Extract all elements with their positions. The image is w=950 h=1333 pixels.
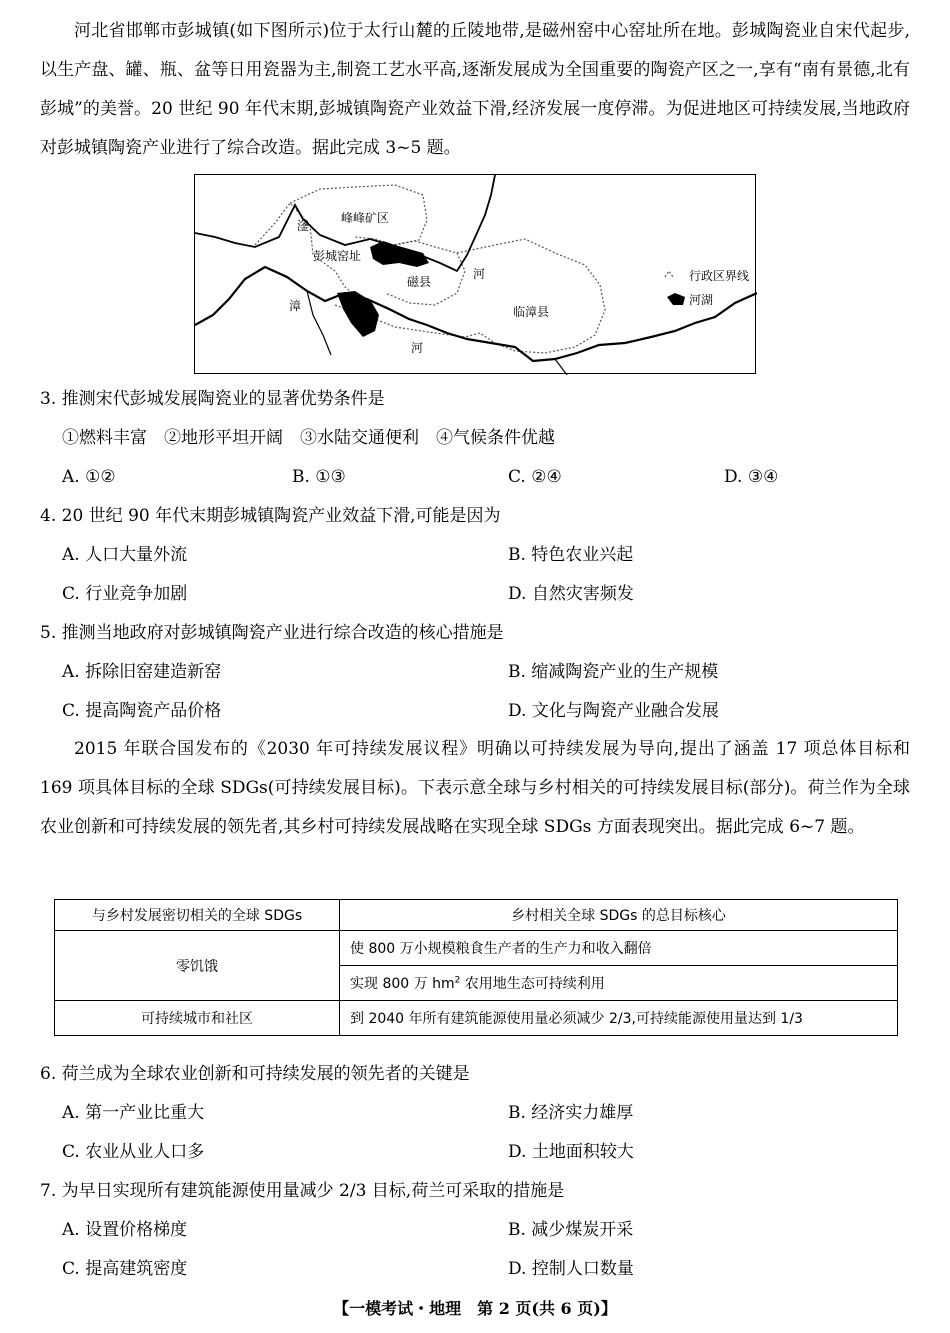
pengcheng-map — [194, 174, 756, 374]
question-5-option-b[interactable]: B. 缩减陶瓷产业的生产规模 — [508, 662, 719, 682]
question-4-option-b[interactable]: B. 特色农业兴起 — [508, 545, 634, 565]
map-label-he-2: 河 — [411, 341, 424, 355]
table-row — [55, 1001, 898, 1036]
table-cell-cities: 可持续城市和社区 — [55, 1001, 340, 1036]
question-3-option-c[interactable]: C. ②④ — [508, 467, 562, 487]
question-3-option-a[interactable]: A. ①② — [62, 467, 116, 487]
boundary-linzhang — [457, 239, 605, 353]
question-3-stem: 3. 推测宋代彭城发展陶瓷业的显著优势条件是 — [40, 389, 385, 409]
pengcheng-kiln-dot — [373, 252, 379, 258]
question-7-option-d[interactable]: D. 控制人口数量 — [508, 1259, 634, 1279]
table-header-row — [55, 900, 898, 931]
question-6-option-b[interactable]: B. 经济实力雄厚 — [508, 1103, 634, 1123]
intro-paragraph-sdgs: 2015 年联合国发布的《2030 年可持续发展议程》明确以可持续发展为导向,提出了涵盖 17 项总体目标和 169 项具体目标的全球 SDGs(可持续发展目标)。下表示意全球与乡村相关的可持续发展目标(部分)。荷兰作为全球农业创新和可持续发展的领先者,其乡村可持续发展战略在实现全球 SDGs 方面表现突出。据此完成 6~7 题。 — [40, 739, 910, 837]
sdg-table — [54, 899, 898, 1036]
question-3-items: ①燃料丰富 ②地形平坦开阔 ③水陆交通便利 ④气候条件优越 — [62, 428, 555, 448]
question-6-option-c[interactable]: C. 农业从业人口多 — [62, 1142, 205, 1162]
legend-lake-label: 河湖 — [689, 293, 714, 307]
superscript: 2 — [454, 975, 461, 986]
question-5-option-d[interactable]: D. 文化与陶瓷产业融合发展 — [508, 701, 719, 721]
map-label-cixian: 磁县 — [407, 275, 432, 289]
question-5-option-a[interactable]: A. 拆除旧窑建造新窑 — [62, 662, 222, 682]
page-footer: 【一模考试・地理 第 2 页(共 6 页)】 — [333, 1299, 617, 1318]
intro-paragraph-pengcheng: 河北省邯郸市彭城镇(如下图所示)位于太行山麓的丘陵地带,是磁州窑中心窑址所在地。彭城陶瓷业自宋代起步,以生产盘、罐、瓶、盆等日用瓷器为主,制瓷工艺水平高,逐渐发展成为全国重要的陶瓷产区之一,享有“南有景德,北有彭城”的美誉。20 世纪 90 年代末期,彭城镇陶瓷产业效益下滑,经济发展一度停滞。为促进地区可持续发展,当地政府对彭城镇陶瓷产业进行了综合改造。据此完成 3~5 题。 — [40, 21, 910, 158]
map-label-fu: 滏 — [297, 219, 310, 233]
question-7-option-a[interactable]: A. 设置价格梯度 — [62, 1220, 188, 1240]
question-6-option-d[interactable]: D. 土地面积较大 — [508, 1142, 634, 1162]
table-cell-goal: 使 800 万小规模粮食生产者的生产力和收入翻倍 — [340, 931, 898, 966]
question-5-option-c[interactable]: C. 提高陶瓷产品价格 — [62, 701, 222, 721]
goal-text: 农用地生态可持续利用 — [460, 976, 605, 992]
legend-boundary-label: 行政区界线 — [689, 269, 750, 283]
question-4-option-a[interactable]: A. 人口大量外流 — [62, 545, 188, 565]
question-7-option-b[interactable]: B. 减少煤炭开采 — [508, 1220, 634, 1240]
question-4-stem: 4. 20 世纪 90 年代末期彭城镇陶瓷产业效益下滑,可能是因为 — [40, 506, 501, 526]
map-label-he-1: 河 — [473, 267, 486, 281]
legend-boundary-line — [665, 271, 673, 277]
question-6-stem: 6. 荷兰成为全球农业创新和可持续发展的领先者的关键是 — [40, 1064, 470, 1084]
table-cell-goal — [340, 966, 898, 1001]
table-row — [55, 931, 898, 966]
map-label-yang: 阳 — [395, 249, 408, 263]
question-3-option-d[interactable]: D. ③④ — [724, 467, 779, 487]
question-4-option-d[interactable]: D. 自然灾害频发 — [508, 584, 634, 604]
table-cell-goal: 到 2040 年所有建筑能源使用量必须减少 2/3,可持续能源使用量达到 1/3 — [340, 1001, 898, 1036]
table-cell-zero-hunger: 零饥饿 — [55, 931, 340, 1001]
map-label-linzhang: 临漳县 — [513, 305, 550, 319]
legend-lake-symbol — [667, 293, 685, 305]
question-4-option-c[interactable]: C. 行业竞争加剧 — [62, 584, 188, 604]
zhang-river — [195, 267, 757, 361]
table-header: 乡村相关全球 SDGs 的总目标核心 — [340, 900, 898, 931]
map-label-fengfeng: 峰峰矿区 — [341, 211, 390, 225]
question-7-stem: 7. 为早日实现所有建筑能源使用量减少 2/3 目标,荷兰可采取的措施是 — [40, 1181, 565, 1201]
tributary-2 — [555, 359, 567, 375]
map-label-pengcheng: 彭城窑址 — [313, 249, 362, 263]
lake-yuecheng — [337, 291, 379, 337]
table-header: 与乡村发展密切相关的全球 SDGs — [55, 900, 340, 931]
question-3-option-b[interactable]: B. ①③ — [292, 467, 346, 487]
question-7-option-c[interactable]: C. 提高建筑密度 — [62, 1259, 188, 1279]
goal-text: 实现 800 万 hm — [350, 976, 455, 992]
map-label-zhang: 漳 — [289, 299, 302, 313]
question-6-option-a[interactable]: A. 第一产业比重大 — [62, 1103, 205, 1123]
question-5-stem: 5. 推测当地政府对彭城镇陶瓷产业进行综合改造的核心措施是 — [40, 623, 504, 643]
